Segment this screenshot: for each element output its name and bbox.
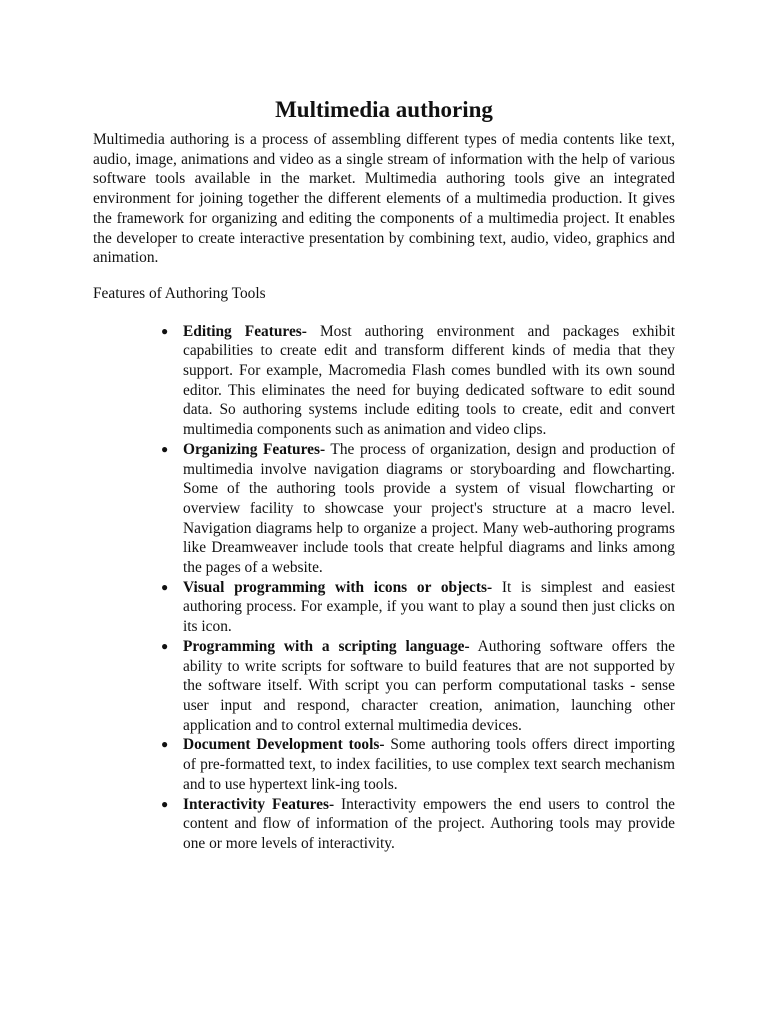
- feature-text: The process of organization, design and production of multimedia involve navigation diagrams or storyboarding and flowcharting. Some of the authoring tools provide a system of visual flowcharting or overview facility to showcase your project's structure at a macro level. Navigation diagrams help to organize a project. Many web-authoring programs like Dreamweaver include tools that create helpful diagrams and links among the pages of a website.: [183, 440, 675, 577]
- intro-paragraph: Multimedia authoring is a process of assembling different types of media contents like text, audio, image, animations and video as a single stream of information with the help of various software tools available in the market. Multimedia authoring tools give an integrated environment for joining together the different elements of a multimedia production. It gives the framework for organizing and editing the components of a multimedia project. It enables the developer to create interactive presentation by combining text, audio, video, graphics and animation.: [93, 131, 675, 267]
- list-item: [161, 795, 675, 854]
- feature-name: Interactivity Features-: [183, 795, 335, 813]
- features-list: [93, 322, 675, 854]
- features-heading: Features of Authoring Tools: [93, 284, 266, 302]
- list-item: [161, 578, 675, 637]
- feature-text: Most authoring environment and packages exhibit capabilities to create edit and transform different kinds of media that they support. For example, Macromedia Flash comes bundled with its own sound editor. This eliminates the need for buying dedicated software to edit sound data. So authoring systems include editing tools to create, edit and convert multimedia components such as animation and video clips.: [183, 322, 675, 439]
- feature-text: Some authoring tools offers direct importing of pre-formatted text, to index facilities, to use complex text search mechanism and to use hypertext link-ing tools.: [183, 736, 675, 793]
- bullet-icon: ●: [161, 796, 169, 811]
- list-item: [161, 637, 676, 736]
- bullet-icon: ●: [161, 638, 169, 653]
- feature-name: Document Development tools-: [183, 736, 385, 754]
- feature-text: Authoring software offers the ability to write scripts for software to build features that are not supported by the software itself. With script you can perform computational tasks - sense user input and respond, character creation, animation, launching other application and to control external multimedia devices.: [183, 637, 676, 734]
- bullet-icon: ●: [161, 579, 169, 594]
- bullet-icon: ●: [161, 323, 169, 338]
- bullet-icon: ●: [161, 441, 169, 456]
- feature-text: Interactivity empowers the end users to control the content and flow of information of the project. Authoring tools may provide one or more levels of interactivity.: [183, 795, 675, 852]
- feature-text: It is simplest and easiest authoring process. For example, if you want to play a sound then just clicks on its icon.: [183, 578, 675, 636]
- feature-name: Programming with a scripting language-: [183, 637, 470, 655]
- document-page: [93, 96, 675, 854]
- bullet-icon: ●: [161, 737, 169, 752]
- list-item: [161, 440, 675, 578]
- feature-name: Visual programming with icons or objects-: [183, 578, 493, 596]
- list-item: [161, 735, 675, 794]
- page-title: Multimedia authoring: [275, 97, 493, 122]
- list-item: [161, 322, 675, 440]
- feature-name: Editing Features-: [183, 322, 307, 340]
- feature-name: Organizing Features-: [183, 440, 326, 458]
